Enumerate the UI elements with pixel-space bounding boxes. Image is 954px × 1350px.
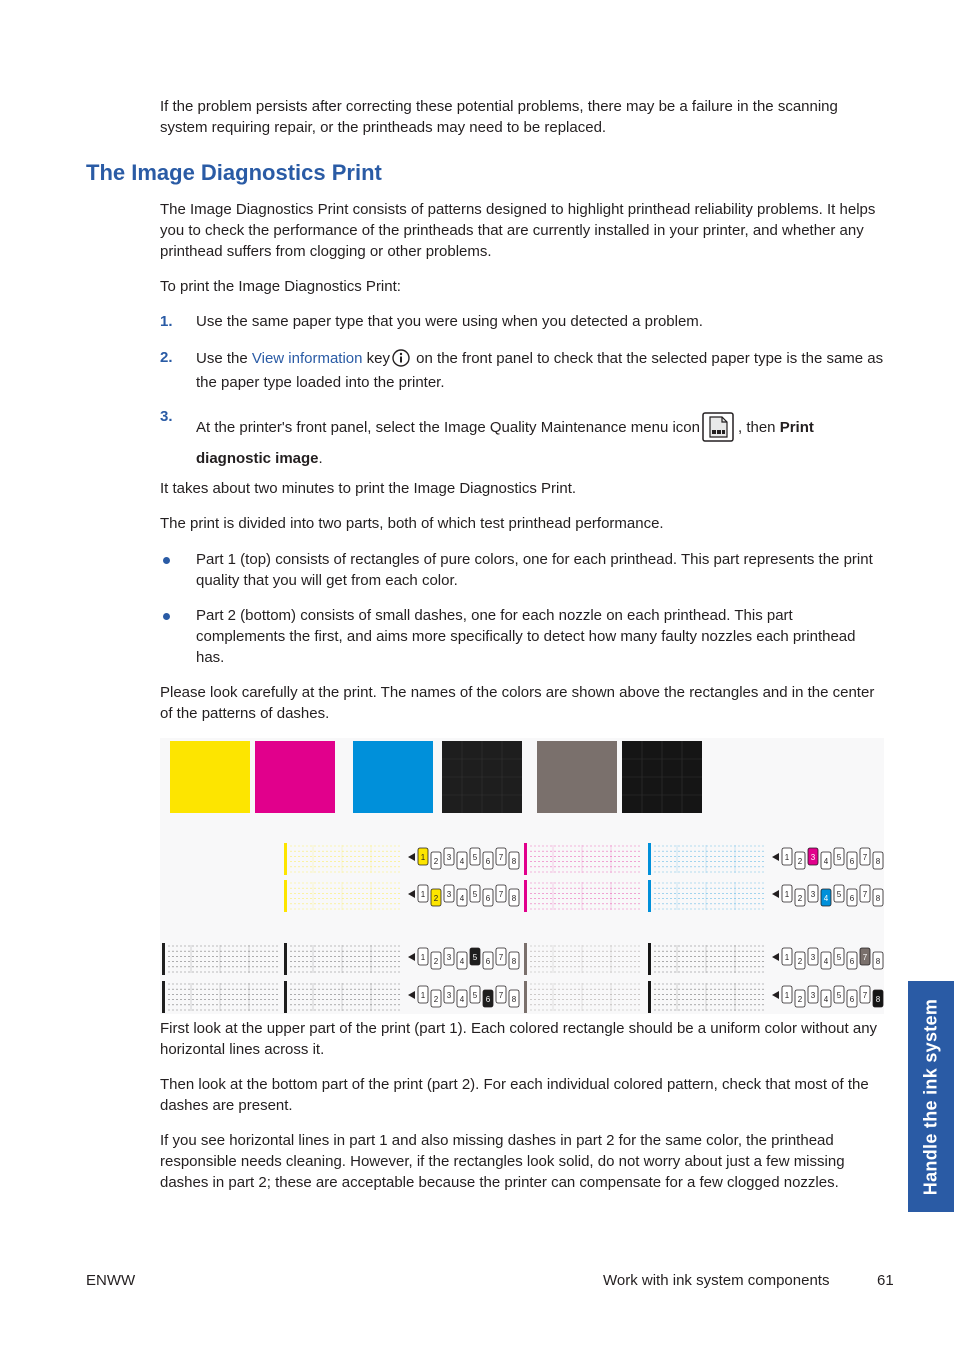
printhead-slot-label: 1: [784, 991, 790, 1000]
printhead-slot-label: 7: [862, 853, 868, 862]
printhead-slot-label: 3: [446, 991, 452, 1000]
printhead-slot-label: 5: [472, 991, 478, 1000]
printhead-slot-label: 2: [433, 894, 439, 903]
dash-pattern-bar: [284, 843, 287, 875]
dash-pattern-bar: [648, 843, 651, 875]
printhead-slot-label: 1: [784, 890, 790, 899]
step-2-number: 2.: [160, 349, 173, 366]
printhead-slot-label: 2: [797, 857, 803, 866]
printhead-slot-label: 3: [810, 890, 816, 899]
printhead-slot-label: 6: [485, 957, 491, 966]
step-1-number: 1.: [160, 313, 173, 330]
footer-chapter: Work with ink system components: [603, 1272, 830, 1289]
printhead-slot-label: 5: [472, 890, 478, 899]
printhead-slot-label: 7: [862, 991, 868, 1000]
duration-paragraph: It takes about two minutes to print the Image Diagnostics Print.: [160, 480, 577, 497]
printhead-slot-label: 5: [836, 853, 842, 862]
printhead-slot-label: 3: [810, 991, 816, 1000]
bullet-dot: [163, 557, 170, 564]
bullet-part-2: Part 2 (bottom) consists of small dashes, one for each nozzle on each printhead. This part complements the first, and aims more specifically to detect how many faulty nozzles each printhead has.: [196, 607, 856, 666]
view-information-link[interactable]: View information: [251, 350, 363, 367]
dash-pattern-bar: [648, 981, 651, 1013]
printhead-slot-label: 6: [849, 995, 855, 1004]
printhead-slot-label: 2: [433, 957, 439, 966]
printhead-slot-label: 8: [875, 857, 881, 866]
part-1-check-paragraph: First look at the upper part of the print (part 1). Each colored rectangle should be a uniform color without any horizontal lines across it.: [160, 1020, 878, 1058]
printhead-slot-label: 1: [420, 953, 426, 962]
printhead-slot-label: 4: [823, 857, 829, 866]
instruction-lead: To print the Image Diagnostics Print:: [160, 278, 401, 295]
printhead-slot-label: 1: [420, 890, 426, 899]
part-2-check-paragraph: Then look at the bottom part of the print (part 2). For each individual colored pattern, check that most of the dashes are present.: [160, 1076, 869, 1114]
printhead-slot-label: 5: [836, 953, 842, 962]
dash-pattern-bar: [524, 943, 527, 975]
color-rectangle: [170, 741, 250, 813]
dash-pattern-bar: [648, 880, 651, 912]
dash-pattern-bar: [524, 880, 527, 912]
dash-pattern-bar: [162, 981, 165, 1013]
printhead-slot-label: 4: [823, 995, 829, 1004]
printhead-slot-label: 7: [862, 890, 868, 899]
info-icon: [392, 349, 410, 367]
printhead-slot-label: 6: [485, 995, 491, 1004]
printhead-slot-label: 7: [498, 890, 504, 899]
dash-pattern-bar: [284, 880, 287, 912]
page-number: 61: [877, 1272, 894, 1289]
look-paragraph: Please look carefully at the print. The names of the colors are shown above the rectangles and in the center of the patterns of dashes.: [160, 684, 875, 722]
dash-pattern-bar: [284, 981, 287, 1013]
printhead-slot-label: 6: [485, 857, 491, 866]
printhead-slot-label: 4: [459, 894, 465, 903]
color-rectangle: [255, 741, 335, 813]
printhead-slot-label: 2: [433, 857, 439, 866]
dash-pattern-bar: [524, 843, 527, 875]
printhead-slot-label: 6: [849, 857, 855, 866]
printhead-slot-label: 2: [797, 995, 803, 1004]
chapter-side-tab-label: Handle the ink system: [920, 998, 941, 1195]
dash-pattern-bar: [162, 943, 165, 975]
intro-paragraph: If the problem persists after correcting these potential problems, there may be a failure in the scanning system requiring repair, or the printheads may need to be replaced.: [160, 98, 838, 136]
printhead-slot-label: 2: [797, 957, 803, 966]
color-rectangle: [353, 741, 433, 813]
dash-pattern-bar: [284, 943, 287, 975]
step-2-text: Use the View information key on the front panel to check that the selected paper type is the same as the paper type loaded into the printer.: [196, 350, 884, 391]
printhead-slot-label: 5: [836, 890, 842, 899]
printhead-slot-label: 1: [420, 853, 426, 862]
color-rectangle: [537, 741, 617, 813]
printhead-slot-label: 4: [459, 957, 465, 966]
parts-paragraph: The print is divided into two parts, both of which test printhead performance.: [160, 515, 664, 532]
printhead-slot-label: 3: [810, 953, 816, 962]
step-3-text: At the printer's front panel, select the Image Quality Maintenance menu icon , then Print diagnostic image.: [196, 412, 886, 474]
printhead-slot-label: 4: [459, 857, 465, 866]
printhead-slot-label: 4: [459, 995, 465, 1004]
description-paragraph: The Image Diagnostics Print consists of patterns designed to highlight printhead reliability problems. It helps you to check the performance of the printheads that are currently installed in your printer, and whether any printhead suffers from clogging or other problems.: [160, 201, 876, 260]
printhead-slot-label: 3: [446, 853, 452, 862]
printhead-slot-label: 7: [498, 953, 504, 962]
step-3-number: 3.: [160, 408, 173, 425]
printhead-slot-label: 6: [849, 957, 855, 966]
printhead-slot-label: 1: [420, 991, 426, 1000]
cleaning-advice-paragraph: If you see horizontal lines in part 1 and also missing dashes in part 2 for the same color, the printhead responsible needs cleaning. However, if the rectangles look solid, do not worry about just a few missing dashes in part 2; these are acceptable because the printer can compensate for a few clogged nozzles.: [160, 1132, 845, 1191]
bullet-part-1: Part 1 (top) consists of rectangles of pure colors, one for each printhead. This part represents the print quality that you will get from each color.: [196, 551, 873, 589]
step-1-text: Use the same paper type that you were using when you detected a problem.: [196, 313, 703, 330]
printhead-slot-label: 7: [498, 991, 504, 1000]
printhead-slot-label: 3: [810, 853, 816, 862]
printhead-slot-label: 5: [472, 853, 478, 862]
bullet-dot: [163, 613, 170, 620]
printhead-slot-label: 7: [862, 953, 868, 962]
printhead-slot-label: 6: [849, 894, 855, 903]
printhead-slot-label: 4: [823, 957, 829, 966]
printhead-slot-label: 8: [511, 995, 517, 1004]
dash-pattern-bar: [648, 943, 651, 975]
image-quality-maintenance-icon: [702, 412, 734, 442]
printhead-slot-label: 2: [433, 995, 439, 1004]
printhead-slot-label: 5: [836, 991, 842, 1000]
printhead-slot-label: 5: [472, 953, 478, 962]
dash-pattern-bar: [524, 981, 527, 1013]
printhead-slot-label: 8: [511, 894, 517, 903]
printhead-slot-label: 4: [823, 894, 829, 903]
footer-left: ENWW: [86, 1272, 136, 1289]
printhead-slot-label: 6: [485, 894, 491, 903]
printhead-slot-label: 7: [498, 853, 504, 862]
image-diagnostics-print-figure: [160, 738, 884, 1014]
printhead-slot-label: 8: [875, 894, 881, 903]
printhead-slot-label: 8: [875, 995, 881, 1004]
printhead-slot-label: 3: [446, 953, 452, 962]
printhead-slot-label: 2: [797, 894, 803, 903]
printhead-slot-label: 8: [511, 857, 517, 866]
printhead-slot-label: 8: [875, 957, 881, 966]
printhead-slot-label: 1: [784, 853, 790, 862]
printhead-slot-label: 3: [446, 890, 452, 899]
printhead-slot-label: 1: [784, 953, 790, 962]
chapter-side-tab: [908, 981, 954, 1212]
section-heading: The Image Diagnostics Print: [86, 160, 382, 185]
printhead-slot-label: 8: [511, 957, 517, 966]
